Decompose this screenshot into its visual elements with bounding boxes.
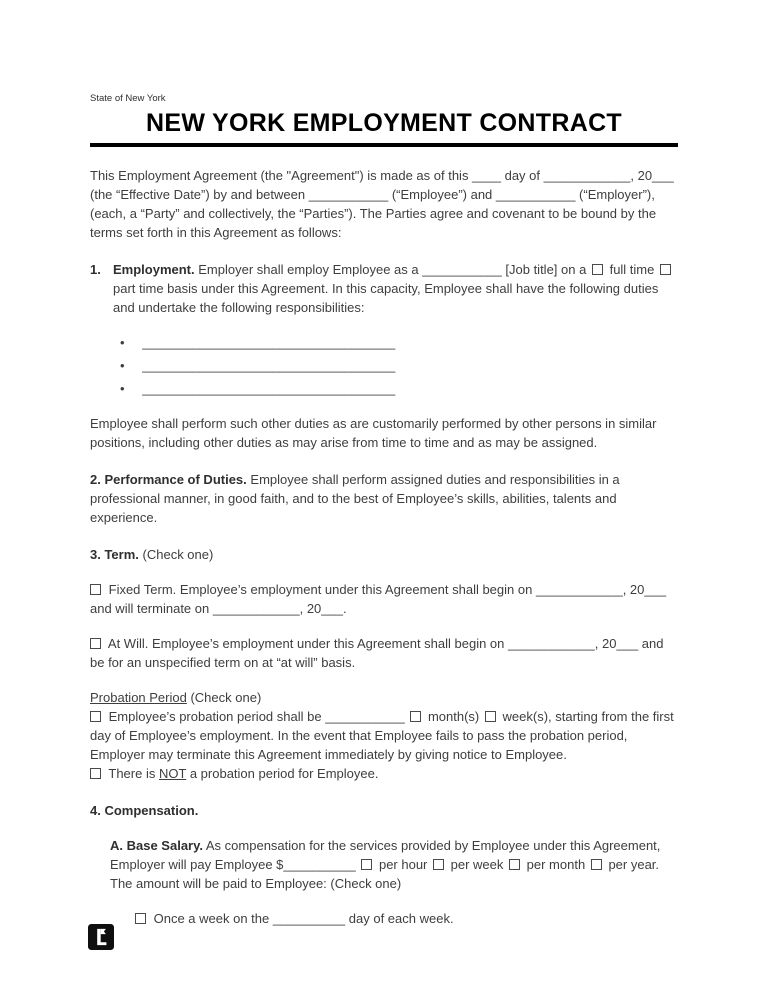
title-rule xyxy=(90,143,678,147)
employment-lead-text: Employer shall employ Employee as a ___________ [Job title] on a xyxy=(198,262,587,277)
section-4-compensation-heading: 4. Compensation. xyxy=(90,803,199,818)
probation-heading: Probation Period xyxy=(90,690,187,705)
base-salary-lead-text: As compensation for the services provided by Employee under this Agreement, Employer will pay Employee $__________ xyxy=(110,838,661,872)
duty-blank-line-1: ___________________________________ xyxy=(142,335,396,350)
full-time-checkbox[interactable] xyxy=(592,264,603,275)
months-checkbox[interactable] xyxy=(410,711,421,722)
duties-list xyxy=(120,331,678,400)
once-week-checkbox[interactable] xyxy=(135,913,146,924)
section-1-employment xyxy=(90,260,678,317)
no-probation-after: a probation period for Employee. xyxy=(189,766,379,781)
probation-heading-line xyxy=(90,688,678,707)
section-2-heading: 2. Performance of Duties. xyxy=(90,472,247,487)
probation-option-1 xyxy=(90,707,678,764)
duty-blank-line-3: ___________________________________ xyxy=(142,381,396,396)
section-1-body xyxy=(113,260,678,317)
at-will-text: Employee’s employment under this Agreement shall begin on ____________, 20___ and be for an unspecified term on at “at will” basis. xyxy=(90,636,664,670)
at-will-checkbox[interactable] xyxy=(90,638,101,649)
probation-option-1-lead: Employee’s probation period shall be ___________ xyxy=(108,709,405,724)
payment-once-week-option xyxy=(135,909,678,928)
probation-check-one: (Check one) xyxy=(190,690,262,705)
per-hour-label: per hour xyxy=(378,857,428,872)
weeks-label: week(s), starting from the first day of Employee’s employment. In the event that Employee fails to pass the probation period, Employer may terminate this Agreement immediately by giving notice to Employee. xyxy=(90,709,674,762)
duty-list-item xyxy=(120,331,678,354)
weeks-checkbox[interactable] xyxy=(485,711,496,722)
section-3-check-one: (Check one) xyxy=(142,547,214,562)
at-will-option xyxy=(90,634,678,672)
per-month-checkbox[interactable] xyxy=(509,859,520,870)
section-1-number: 1. xyxy=(90,262,101,277)
at-will-label: At Will. xyxy=(107,636,149,651)
no-probation-checkbox[interactable] xyxy=(90,768,101,779)
probation-section xyxy=(90,688,678,783)
base-salary-heading: A. Base Salary. xyxy=(110,838,203,853)
per-year-label: per year. The amount will be paid to Employee: (Check one) xyxy=(110,857,660,891)
state-label: State of New York xyxy=(90,93,166,104)
per-week-label: per week xyxy=(450,857,504,872)
duty-blank-line-2: ___________________________________ xyxy=(142,358,396,373)
part-time-checkbox[interactable] xyxy=(660,264,671,275)
part-time-label: part time basis under this Agreement. In this capacity, Employee shall have the following duties and undertake the following responsibilities: xyxy=(113,281,659,315)
other-duties-paragraph: Employee shall perform such other duties as are customarily performed by other persons in similar positions, including other duties as may arise from time to time and as may be assigned. xyxy=(90,416,657,450)
fixed-term-checkbox[interactable] xyxy=(90,584,101,595)
probation-period-checkbox[interactable] xyxy=(90,711,101,722)
per-year-checkbox[interactable] xyxy=(591,859,602,870)
base-salary-block xyxy=(110,836,678,893)
no-probation-before: There is xyxy=(108,766,156,781)
duty-list-item xyxy=(120,377,678,400)
once-week-text: Once a week on the __________ day of each week. xyxy=(153,911,454,926)
fixed-term-label: Fixed Term. xyxy=(108,582,177,597)
intro-paragraph: This Employment Agreement (the "Agreement") is made as of this ____ day of ____________, 20___ (the “Effective Date”) by and between ___________ (“Employee”) and ___________ (“Employer”), (each, a “Party” and collectively, the “Parties”). The Parties agree and covenant to be bound by the terms set forth in this Agreement as follows: xyxy=(90,168,674,240)
fixed-term-option xyxy=(90,580,678,618)
per-hour-checkbox[interactable] xyxy=(361,859,372,870)
per-week-checkbox[interactable] xyxy=(433,859,444,870)
fixed-term-text: Employee’s employment under this Agreement shall begin on ____________, 20___ and will terminate on ____________, 20___. xyxy=(90,582,667,616)
section-3-heading: 3. Term. xyxy=(90,547,139,562)
not-emphasis: NOT xyxy=(158,766,187,781)
section-2-text: Employee shall perform assigned duties and responsibilities in a professional manner, in good faith, and to the best of Employee’s skills, abilities, talents and experience. xyxy=(90,472,620,525)
duty-list-item xyxy=(120,354,678,377)
probation-option-2 xyxy=(90,764,678,783)
per-month-label: per month xyxy=(526,857,586,872)
section-1-heading: Employment. xyxy=(113,262,195,277)
document-title: NEW YORK EMPLOYMENT CONTRACT xyxy=(146,109,622,137)
months-label: month(s) xyxy=(427,709,480,724)
legaltemplates-logo-icon xyxy=(88,924,114,950)
section-3-term xyxy=(90,545,678,564)
full-time-label: full time xyxy=(609,262,655,277)
section-2-performance xyxy=(90,470,678,527)
